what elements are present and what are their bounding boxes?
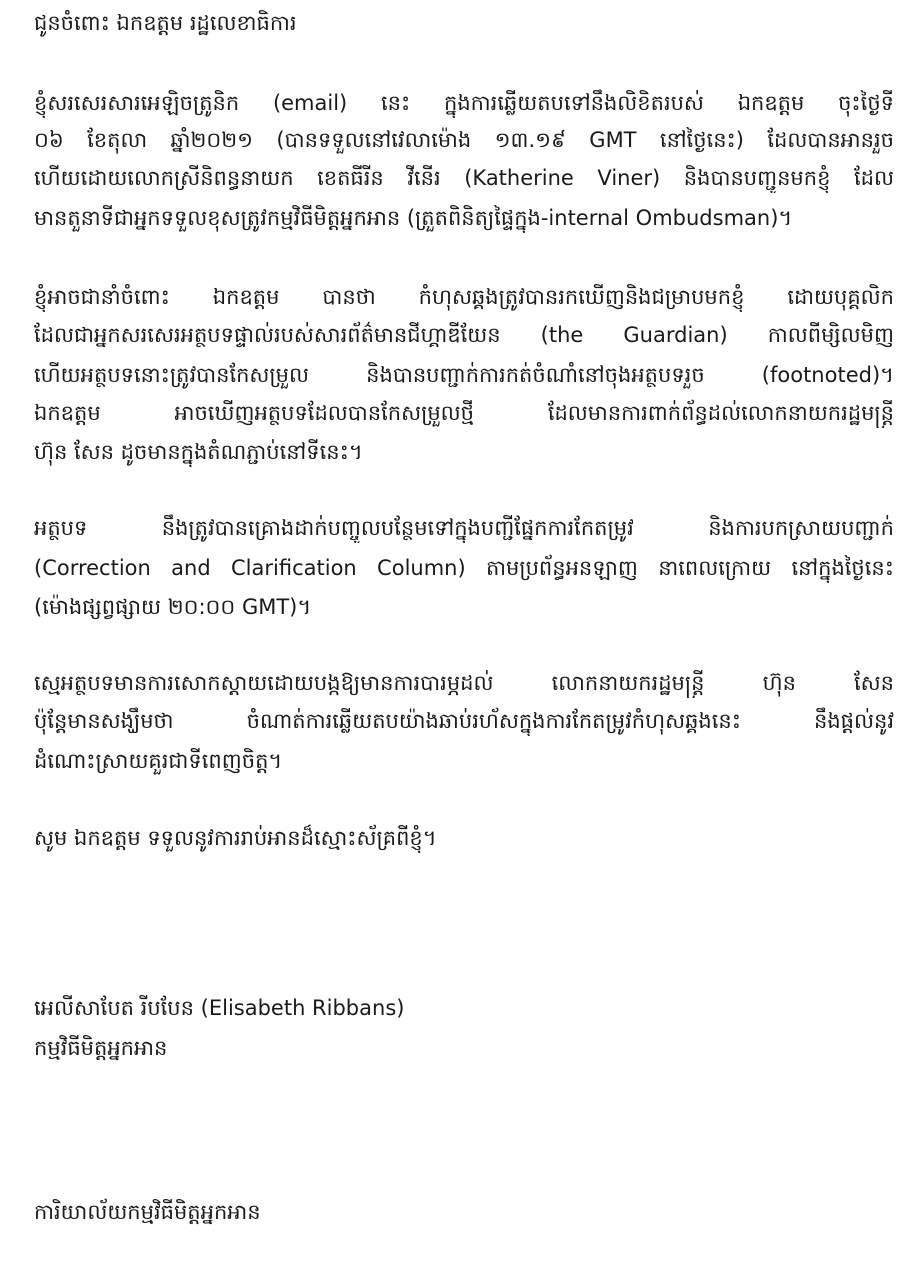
paragraph-2-line: ខ្ញុំអាចជានាំចំពោះ ឯកឧត្តម បានថា កំហុសឆ្គងត្រូវបានរកឃើញនិងជម្រាបមកខ្ញុំ ដោយបុគ្គលិក [34, 285, 894, 309]
paragraph-3-line: អត្ថបទ នឹងត្រូវបានគ្រោងដាក់បញ្ចូលបន្ថែមទៅក្នុងបញ្ជីផ្នែកការកែតម្រូវ និងការបកស្រាយបញ្ជាក់ [34, 516, 894, 540]
letter-page [34, 0, 894, 1280]
paragraph-4-line: ប៉ុន្តែមានសង្ឃឹមថា ចំណាត់ការឆ្លើយតបយ៉ាងឆាប់រហ័សក្នុងការកែតម្រូវកំហុសឆ្គងនេះ នឹងផ្តល់នូវ [34, 709, 894, 733]
paragraph-2-line: ឯកឧត្តម អាចឃើញអត្ថបទដែលបានកែសម្រួលថ្មី ដែលមានការពាក់ព័ន្ធដល់លោកនាយករដ្ឋមន្ត្រី [34, 401, 894, 425]
paragraph-1-line: មានតួនាទីជាអ្នកទទួលខុសត្រូវកម្មវិធីមិត្តអ្នកអាន (ត្រួតពិនិត្យផ្ទៃក្នុង-internal Ombudsman)។ [34, 206, 793, 230]
signature-name: អេលីសាបែត រីបបែន (Elisabeth Ribbans) [34, 996, 405, 1020]
paragraph-1-line: ហើយដោយលោកស្រីនិពន្ធនាយក ខេតធីរីន វីនើរ (Katherine Viner) និងបានបញ្ជូនមកខ្ញុំ ដែល [34, 166, 894, 190]
paragraph-3-line: (Correction and Clarification Column) តាមប្រព័ន្ធអនឡាញ នាពេលក្រោយ នៅក្នុងថ្ងៃនេះ [34, 556, 894, 580]
paragraph-2-line: ហើយអត្ថបទនោះត្រូវបានកែសម្រួល និងបានបញ្ជាក់ការកត់ចំណាំនៅចុងអត្ថបទរួច (footnoted)។ [34, 363, 894, 387]
paragraph-3-line: (ម៉ោងផ្សព្វផ្សាយ ២០:០០ GMT)។ [34, 595, 312, 619]
paragraph-1-line: ០៦ ខែតុលា ឆ្នាំ២០២១ (បានទទួលនៅវេលាម៉ោង ១៣.១៩ GMT នៅថ្ងៃនេះ) ដែលបានអានរួច [34, 128, 894, 152]
paragraph-4-line: ដំណោះស្រាយគួរជាទីពេញចិត្ត។ [34, 749, 283, 773]
closing: សូម ឯកឧត្តម ទទួលនូវការរាប់អានដ៏ស្មោះស័គ្រពីខ្ញុំ។ [34, 826, 437, 850]
signature-title: កម្មវិធីមិត្តអ្នកអាន [34, 1036, 168, 1060]
paragraph-2-line: ដែលជាអ្នកសរសេរអត្ថបទផ្ទាល់របស់សារព័ត៌មានជីហ្គាឌីយែន (the Guardian) កាលពីម្សិលមិញ [34, 323, 894, 347]
salutation: ជូនចំពោះ ឯកឧត្តម រដ្ឋលេខាធិការ [34, 11, 297, 35]
office-name: ការិយាល័យកម្មវិធីមិត្តអ្នកអាន [34, 1200, 261, 1224]
paragraph-2-line: ហ៊ុន សែន ដូចមានក្នុងតំណភ្ជាប់នៅទីនេះ។ [34, 440, 363, 464]
paragraph-4-line: ស្មេអត្ថបទមានការសោកស្តាយដោយបង្កឱ្យមានការបារម្ភដល់ លោកនាយករដ្ឋមន្ត្រី ហ៊ុន សែន [34, 671, 894, 695]
paragraph-1-line: ខ្ញុំសរសេរសារអេឡិចត្រូនិក (email) នេះ ក្នុងការឆ្លើយតបទៅនឹងលិខិតរបស់ ឯកឧត្តម ចុះថ្ងៃទី [34, 91, 894, 115]
